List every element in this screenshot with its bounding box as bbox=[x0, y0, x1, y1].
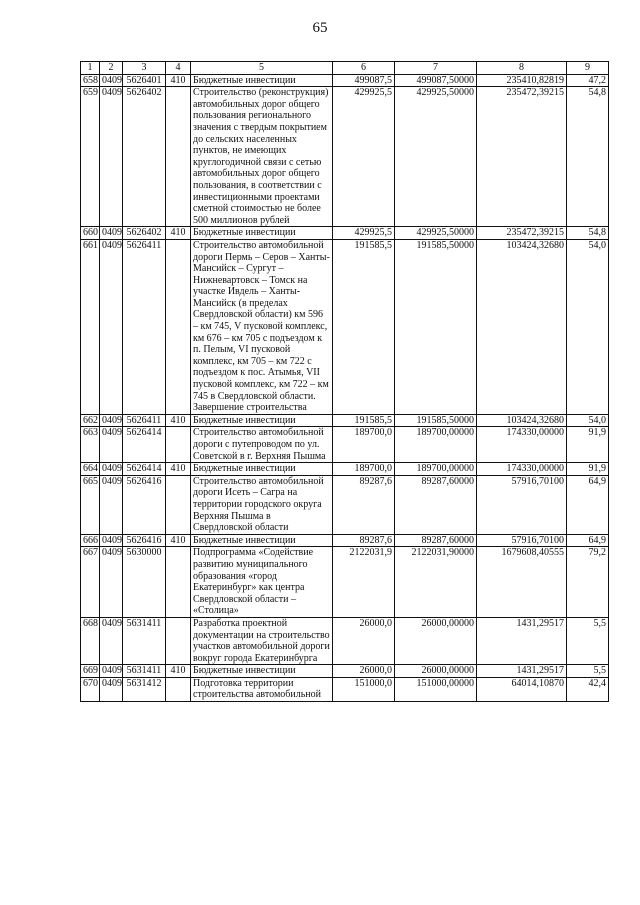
target-code: 5631411 bbox=[123, 617, 166, 664]
expense-type-code bbox=[166, 475, 191, 534]
percent-col-9: 91,9 bbox=[567, 463, 609, 476]
expense-type-code: 410 bbox=[166, 227, 191, 240]
section-code: 0409 bbox=[100, 427, 123, 463]
expense-type-code bbox=[166, 239, 191, 414]
expense-type-code bbox=[166, 547, 191, 618]
target-code: 5631411 bbox=[123, 665, 166, 678]
amount-col-6: 89287,6 bbox=[333, 475, 395, 534]
table-row bbox=[81, 427, 609, 463]
expense-type-code: 410 bbox=[166, 534, 191, 547]
amount-col-6: 499087,5 bbox=[333, 74, 395, 87]
item-name: Бюджетные инвестиции bbox=[191, 665, 333, 678]
row-number: 667 bbox=[81, 547, 100, 618]
amount-col-8: 174330,00000 bbox=[477, 427, 567, 463]
amount-col-7: 151000,00000 bbox=[395, 677, 477, 701]
table-row bbox=[81, 463, 609, 476]
amount-col-6: 429925,5 bbox=[333, 227, 395, 240]
section-code: 0409 bbox=[100, 74, 123, 87]
row-number: 663 bbox=[81, 427, 100, 463]
target-code: 5626402 bbox=[123, 227, 166, 240]
item-name: Строительство автомобильной дороги Исеть – Сагра на территории городского округа Верхняя Пышма в Свердловской области bbox=[191, 475, 333, 534]
target-code: 5626402 bbox=[123, 87, 166, 227]
item-name: Строительство (реконструкция) автомобильных дорог общего пользования регионального значения с твердым покрытием до сельских населенных пунктов, не имеющих круглогодичной связи с сетью автомобильных дорог общего пользования, в соответствии с инвестиционными проектами сметной стоимостью не более 500 миллионов рублей bbox=[191, 87, 333, 227]
budget-table bbox=[80, 61, 609, 702]
table-row bbox=[81, 665, 609, 678]
row-number: 668 bbox=[81, 617, 100, 664]
expense-type-code bbox=[166, 427, 191, 463]
header-col-8: 8 bbox=[477, 62, 567, 75]
header-row bbox=[81, 62, 609, 75]
amount-col-6: 26000,0 bbox=[333, 617, 395, 664]
target-code: 5631412 bbox=[123, 677, 166, 701]
row-number: 664 bbox=[81, 463, 100, 476]
amount-col-7: 191585,50000 bbox=[395, 239, 477, 414]
row-number: 666 bbox=[81, 534, 100, 547]
expense-type-code bbox=[166, 87, 191, 227]
page-number: 65 bbox=[312, 20, 328, 36]
section-code: 0409 bbox=[100, 463, 123, 476]
table-row bbox=[81, 239, 609, 414]
table-row bbox=[81, 414, 609, 427]
amount-col-7: 191585,50000 bbox=[395, 414, 477, 427]
expense-type-code: 410 bbox=[166, 665, 191, 678]
table-row bbox=[81, 87, 609, 227]
section-code: 0409 bbox=[100, 617, 123, 664]
row-number: 670 bbox=[81, 677, 100, 701]
percent-col-9: 54,8 bbox=[567, 87, 609, 227]
section-code: 0409 bbox=[100, 677, 123, 701]
expense-type-code: 410 bbox=[166, 414, 191, 427]
amount-col-8: 103424,32680 bbox=[477, 414, 567, 427]
section-code: 0409 bbox=[100, 534, 123, 547]
table-row bbox=[81, 74, 609, 87]
percent-col-9: 54,8 bbox=[567, 227, 609, 240]
expense-type-code bbox=[166, 677, 191, 701]
target-code: 5626416 bbox=[123, 475, 166, 534]
amount-col-6: 26000,0 bbox=[333, 665, 395, 678]
item-name: Строительство автомобильной дороги с путепроводом по ул. Советской в г. Верхняя Пышма bbox=[191, 427, 333, 463]
amount-col-7: 89287,60000 bbox=[395, 475, 477, 534]
amount-col-6: 151000,0 bbox=[333, 677, 395, 701]
row-number: 665 bbox=[81, 475, 100, 534]
item-name: Разработка проектной документации на строительство участков автомобильной дороги вокруг города Екатеринбурга bbox=[191, 617, 333, 664]
item-name: Бюджетные инвестиции bbox=[191, 74, 333, 87]
amount-col-7: 2122031,90000 bbox=[395, 547, 477, 618]
amount-col-6: 191585,5 bbox=[333, 414, 395, 427]
target-code: 5626416 bbox=[123, 534, 166, 547]
amount-col-7: 89287,60000 bbox=[395, 534, 477, 547]
amount-col-8: 1679608,40555 bbox=[477, 547, 567, 618]
table-row bbox=[81, 547, 609, 618]
expense-type-code: 410 bbox=[166, 463, 191, 476]
amount-col-8: 235410,82819 bbox=[477, 74, 567, 87]
header-col-7: 7 bbox=[395, 62, 477, 75]
table-header bbox=[81, 62, 609, 75]
amount-col-7: 189700,00000 bbox=[395, 427, 477, 463]
header-col-6: 6 bbox=[333, 62, 395, 75]
percent-col-9: 5,5 bbox=[567, 617, 609, 664]
section-code: 0409 bbox=[100, 475, 123, 534]
item-name: Бюджетные инвестиции bbox=[191, 414, 333, 427]
amount-col-7: 189700,00000 bbox=[395, 463, 477, 476]
percent-col-9: 5,5 bbox=[567, 665, 609, 678]
amount-col-7: 26000,00000 bbox=[395, 665, 477, 678]
amount-col-7: 499087,50000 bbox=[395, 74, 477, 87]
amount-col-6: 191585,5 bbox=[333, 239, 395, 414]
percent-col-9: 64,9 bbox=[567, 534, 609, 547]
header-col-2: 2 bbox=[100, 62, 123, 75]
table-row bbox=[81, 617, 609, 664]
amount-col-6: 189700,0 bbox=[333, 463, 395, 476]
amount-col-8: 57916,70100 bbox=[477, 475, 567, 534]
percent-col-9: 64,9 bbox=[567, 475, 609, 534]
amount-col-8: 1431,29517 bbox=[477, 665, 567, 678]
percent-col-9: 54,0 bbox=[567, 239, 609, 414]
table-body bbox=[81, 74, 609, 701]
amount-col-6: 89287,6 bbox=[333, 534, 395, 547]
header-col-1: 1 bbox=[81, 62, 100, 75]
item-name: Строительство автомобильной дороги Пермь – Серов – Ханты-Мансийск – Сургут – Нижневартовск – Томск на участке Ивдель – Ханты-Мансийск (в пределах Свердловской области) км 596 – км 745, V пусковой комплекс, км 676 – км 705 с подъездом к п. Пелым, VI пусковой комплекс, км 705 – км 722 с подъездом к пос. Атымья, VII пусковой комплекс, км 722 – км 745 в Свердловской области. Завершение строительства bbox=[191, 239, 333, 414]
percent-col-9: 47,2 bbox=[567, 74, 609, 87]
section-code: 0409 bbox=[100, 87, 123, 227]
row-number: 669 bbox=[81, 665, 100, 678]
item-name: Подготовка территории строительства автомобильной bbox=[191, 677, 333, 701]
percent-col-9: 54,0 bbox=[567, 414, 609, 427]
amount-col-6: 2122031,9 bbox=[333, 547, 395, 618]
amount-col-8: 235472,39215 bbox=[477, 227, 567, 240]
percent-col-9: 42,4 bbox=[567, 677, 609, 701]
row-number: 658 bbox=[81, 74, 100, 87]
header-col-3: 3 bbox=[123, 62, 166, 75]
target-code: 5626411 bbox=[123, 239, 166, 414]
amount-col-7: 26000,00000 bbox=[395, 617, 477, 664]
expense-type-code: 410 bbox=[166, 74, 191, 87]
amount-col-8: 57916,70100 bbox=[477, 534, 567, 547]
amount-col-6: 429925,5 bbox=[333, 87, 395, 227]
percent-col-9: 91,9 bbox=[567, 427, 609, 463]
section-code: 0409 bbox=[100, 547, 123, 618]
section-code: 0409 bbox=[100, 239, 123, 414]
section-code: 0409 bbox=[100, 227, 123, 240]
row-number: 662 bbox=[81, 414, 100, 427]
amount-col-8: 235472,39215 bbox=[477, 87, 567, 227]
expense-type-code bbox=[166, 617, 191, 664]
amount-col-7: 429925,50000 bbox=[395, 87, 477, 227]
target-code: 5630000 bbox=[123, 547, 166, 618]
target-code: 5626414 bbox=[123, 427, 166, 463]
table-row bbox=[81, 677, 609, 701]
amount-col-7: 429925,50000 bbox=[395, 227, 477, 240]
item-name: Бюджетные инвестиции bbox=[191, 534, 333, 547]
table-row bbox=[81, 227, 609, 240]
amount-col-8: 64014,10870 bbox=[477, 677, 567, 701]
amount-col-8: 174330,00000 bbox=[477, 463, 567, 476]
target-code: 5626414 bbox=[123, 463, 166, 476]
row-number: 661 bbox=[81, 239, 100, 414]
header-col-9: 9 bbox=[567, 62, 609, 75]
header-col-5: 5 bbox=[191, 62, 333, 75]
target-code: 5626401 bbox=[123, 74, 166, 87]
item-name: Бюджетные инвестиции bbox=[191, 463, 333, 476]
amount-col-6: 189700,0 bbox=[333, 427, 395, 463]
table-row bbox=[81, 534, 609, 547]
header-col-4: 4 bbox=[166, 62, 191, 75]
item-name: Бюджетные инвестиции bbox=[191, 227, 333, 240]
row-number: 660 bbox=[81, 227, 100, 240]
item-name: Подпрограмма «Содействие развитию муниципального образования «город Екатеринбург» как центра Свердловской области – «Столица» bbox=[191, 547, 333, 618]
amount-col-8: 103424,32680 bbox=[477, 239, 567, 414]
percent-col-9: 79,2 bbox=[567, 547, 609, 618]
row-number: 659 bbox=[81, 87, 100, 227]
section-code: 0409 bbox=[100, 665, 123, 678]
target-code: 5626411 bbox=[123, 414, 166, 427]
section-code: 0409 bbox=[100, 414, 123, 427]
table-row bbox=[81, 475, 609, 534]
amount-col-8: 1431,29517 bbox=[477, 617, 567, 664]
